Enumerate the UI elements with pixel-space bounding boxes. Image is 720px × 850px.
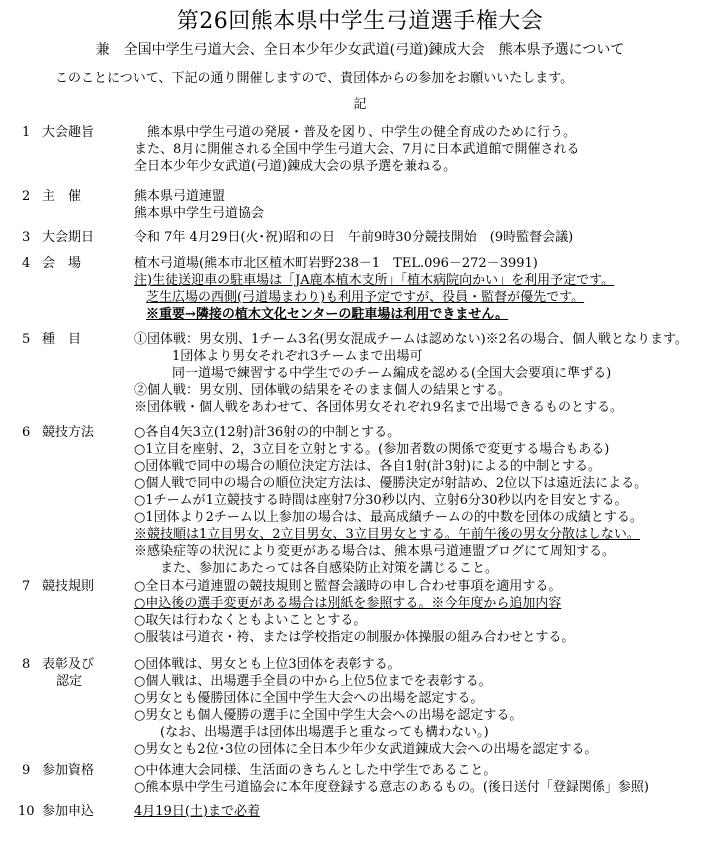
section-number: 6 [22,425,31,440]
section-body [134,424,716,577]
body-line: 4月19日(土)まで必着 [134,804,260,819]
page-subtitle: 兼 全国中学生弓道大会、全日本少年少女武道(弓道)錬成大会 熊本県予選について [95,42,625,58]
section-body [134,578,716,646]
body-line: ※団体戦・個人戦をあわせて、各団体男女それぞれ9名まで出場できるものとする。 [134,400,624,415]
body-line: ※重要→隣接の植木文化センターの駐車場は利用できません。 [146,307,509,322]
section-heading: 大会期日 [42,230,95,245]
body-line: ※感染症等の状況により変更がある場合は、熊本県弓道連盟ブログにて周知する。 [134,544,616,559]
ki-heading: 記 [353,97,367,112]
body-line: ○団体戦は、男女とも上位3団体を表彰する。 [134,657,401,672]
body-line: ○男女とも個人優勝の選手に全国中学生大会への出場を認定する。 [134,708,523,723]
body-line: 注)生徒送迎車の駐車場は「JA鹿本植木支所」「植木病院向かい」を利用予定です。 [134,273,615,288]
body-line: ○熊本県中学生弓道協会に本年度登録する意志のあるもの。(後日送付「登録関係」参照) [134,780,649,795]
section-heading: 参加資格 [42,763,95,778]
body-line: 全日本少年少女武道(弓道)錬成大会の県予選を兼ねる。 [134,159,457,174]
section-number: 5 [22,332,31,347]
body-line: ○各自4矢3立(12射)計36射の的中制とする。 [134,425,401,440]
body-line: また、参加にあたっては各自感染防止対策を講じること。 [160,561,499,576]
body-line: 熊本県中学生弓道協会 [134,206,265,221]
body-line: 熊本県中学生弓道の発展・普及を図り、中学生の健全育成のために行う。 [134,125,577,140]
body-line: (なお、出場選手は団体出場選手と重なっても構わない。) [160,725,489,740]
body-line: ○全日本弓道連盟の競技規則と監督会議時の申し合わせ事項を適用する。 [134,579,562,594]
section-number: 8 [22,657,31,672]
body-line: ○1立目を座射、2，3立目を立射とする。(参加者数の関係で変更する場合もある) [134,442,610,457]
body-line: ○申込後の選手変更がある場合は別紙を参照する。※今年度から追加内容 [134,596,562,611]
section-number: 4 [22,256,31,271]
section-number: 3 [22,230,31,245]
page-title: 第26回熊本県中学生弓道選手権大会 [176,9,544,34]
body-line: ○1チームが1立競技する時間は座射7分30秒以内、立射6分30秒以内を目安とする。 [134,493,628,508]
body-line: ○服装は弓道衣・袴、または学校指定の制服か体操服の組み合わせとする。 [134,630,575,645]
body-line: ○個人戦は、出場選手全員の中から上位5位までを表彰する。 [134,674,492,689]
section-heading: 種 目 [42,332,82,347]
section-body [134,229,716,246]
section-number: 1 [22,125,31,140]
section-heading: 競技規則 [42,579,95,594]
section-heading: 大会趣旨 [42,125,95,140]
section-body [134,255,716,323]
body-line: ○中体連大会同様、生活面のきちんとした中学生であること。 [134,763,497,778]
body-line: ○団体戦で同中の場合の順位決定方法は、各自1射(計3射)による的中制とする。 [134,459,602,474]
body-line: 熊本県弓道連盟 [134,189,226,204]
section-number: 7 [22,579,31,594]
body-line: ○個人戦で同中の場合の順位決定方法は、優勝決定が射詰め、2位以下は遠近法による。 [134,476,648,491]
body-line: ○取矢は行わなくともよいこととする。 [134,613,367,628]
section-heading-line2: 認定 [56,674,83,689]
body-line: ②個人戦：男女別、団体戦の結果をそのまま個人の結果とする。 [134,383,512,398]
section-body [134,762,716,796]
section-heading: 会 場 [42,256,82,271]
body-line: また、8月に開催される全国中学生弓道大会、7月に日本武道館で開催される [134,142,580,157]
section-body [134,331,716,416]
section-heading: 主 催 [42,189,82,204]
body-line: 1団体より男女それぞれ3チームまで出場可 [172,349,423,364]
body-line: ※競技順は1立目男女、2立目男女、3立目男女とする。午前午後の男女分散はしない。 [134,527,640,542]
body-line: 同一道場で練習する中学生でのチーム編成を認める(全国大会要項に準ずる) [172,366,612,381]
section-body [134,656,716,758]
body-line: 植木弓道場(熊本市北区植木町岩野238－1 TEL.096－272－3991) [134,256,538,271]
body-line: ○1団体より2チーム以上参加の場合は、最高成績チームの的中数を団体の成績とする。 [134,510,643,525]
body-line: 令和 7年 4月29日(火･祝)昭和の日 午前9時30分競技開始 (9時監督会議) [134,230,574,245]
section-number: 10 [18,804,35,819]
section-body [134,188,716,222]
section-heading: 競技方法 [42,425,95,440]
body-line: ○男女とも優勝団体に全国中学生大会への出場を認定する。 [134,691,484,706]
intro-text: このことについて、下記の通り開催しますので、貴団体からの参加をお願いいたします。 [55,71,574,86]
section-body [134,803,716,820]
section-body [134,124,716,175]
body-line: 芝生広場の西側(弓道場まわり)も利用予定ですが、役員・監督が優先です。 [146,290,585,305]
section-heading: 表彰及び [42,657,95,672]
section-number: 2 [22,189,31,204]
body-line: ①団体戦：男女別、1チーム3名(男女混成チームは認めない)※2名の場合、個人戦となります。 [134,332,688,347]
section-number: 9 [22,763,31,778]
section-heading: 参加申込 [42,804,95,819]
body-line: ○男女とも2位･3位の団体に全日本少年少女武道錬成大会への出場を認定する。 [134,742,598,757]
